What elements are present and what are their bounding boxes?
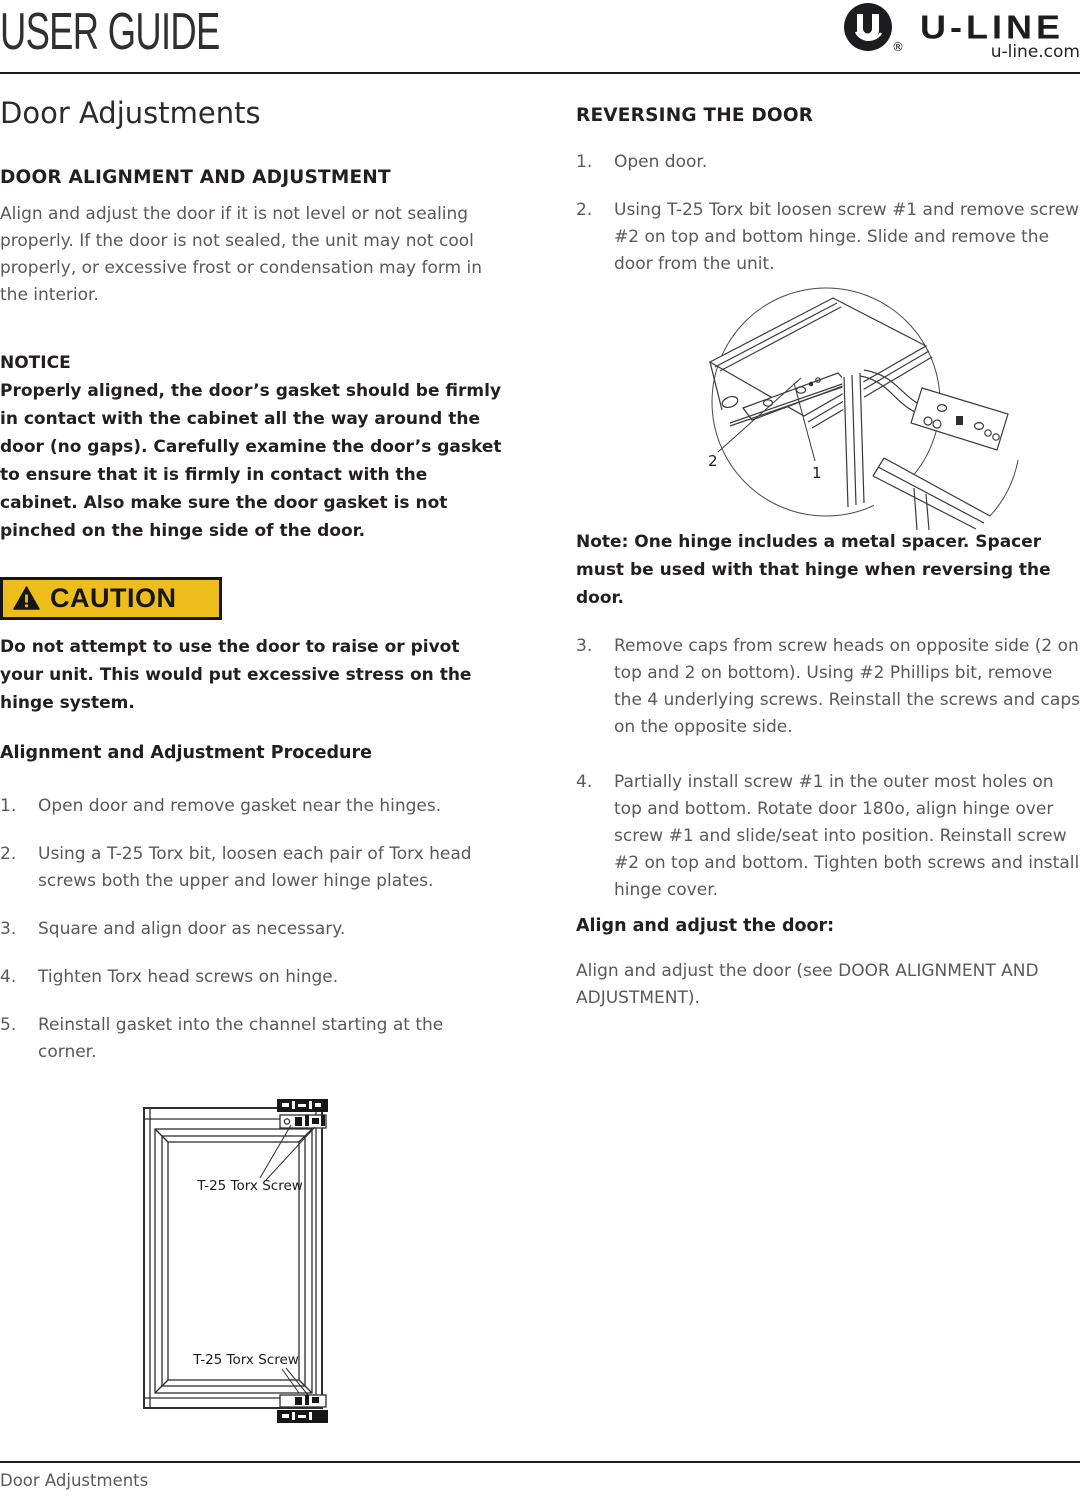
notice-block <box>0 349 506 545</box>
left-column <box>0 0 506 1497</box>
procedure-step <box>0 1012 506 1066</box>
step-text: Tighten Torx head screws on hinge. <box>38 967 339 987</box>
align-adjust-body: Align and adjust the door (see DOOR ALIGNMENT AND ADJUSTMENT). <box>576 961 1039 1008</box>
procedure-step <box>0 964 506 991</box>
reversing-step <box>576 769 1080 904</box>
step-text: Using a T-25 Torx bit, loosen each pair of Torx head screws both the upper and lower hinge plates. <box>38 844 472 891</box>
step-text: Remove caps from screw heads on opposite side (2 on top and 2 on bottom). Using #2 Phillips bit, remove the 4 underlying screws. Reinstall the screws and caps on the opposite side. <box>614 636 1080 737</box>
uline-website: u-line.com <box>990 42 1080 62</box>
reversing-steps-b <box>576 633 1080 932</box>
align-adjust-heading: Align and adjust the door: <box>576 916 835 936</box>
step-text: Using T-25 Torx bit loosen screw #1 and remove screw #2 on top and bottom hinge. Slide and remove the door from the unit. <box>614 200 1080 274</box>
step-number: 3. <box>0 919 17 939</box>
procedure-heading: Alignment and Adjustment Procedure <box>0 743 372 763</box>
hinge-label-1: 1 <box>812 464 822 482</box>
caution-box <box>0 577 222 620</box>
reversing-step <box>576 149 1080 176</box>
step-number: 4. <box>0 967 17 987</box>
step-text: Open door. <box>614 152 708 172</box>
step-number: 1. <box>0 796 17 816</box>
reversing-step <box>576 197 1080 278</box>
step-number: 2. <box>0 844 17 864</box>
procedure-step <box>0 841 506 895</box>
notice-label: NOTICE <box>0 353 71 373</box>
hinge-label-2: 2 <box>708 452 718 470</box>
torx-screw-label-bottom: T-25 Torx Screw <box>193 1352 299 1368</box>
right-column <box>576 0 1080 1497</box>
page-title: Door Adjustments <box>0 96 261 130</box>
spacer-note: Note: One hinge includes a metal spacer. Spacer must be used with that hinge when reversing the door. <box>576 532 1051 608</box>
door-diagram <box>128 1092 340 1432</box>
procedure-step <box>0 793 506 820</box>
footer-rule <box>0 1461 1080 1463</box>
notice-body: Properly aligned, the door’s gasket should be firmly in contact with the cabinet all the way around the door (no gaps). Carefully examine the door’s gasket to ensure that it is firmly in contact with the cabinet. Also make sure the door gasket is not pinched on the hinge side of the door. <box>0 381 502 541</box>
caution-banner <box>0 577 506 620</box>
procedure-step <box>0 916 506 943</box>
warning-triangle-icon <box>13 586 40 611</box>
step-number: 2. <box>576 200 593 220</box>
step-text: Reinstall gasket into the channel starting at the corner. <box>38 1015 444 1062</box>
step-text: Square and align door as necessary. <box>38 919 346 939</box>
reversing-steps-a <box>576 149 1080 299</box>
uline-logo-word: U-LINE <box>920 8 1064 46</box>
step-number: 3. <box>576 636 593 656</box>
alignment-heading: DOOR ALIGNMENT AND ADJUSTMENT <box>0 167 391 188</box>
alignment-body: Align and adjust the door if it is not level or not sealing properly. If the door is not sealed, the unit may not cool properly, or excessive frost or condensation may form in the interior. <box>0 204 483 305</box>
torx-screw-label-top: T-25 Torx Screw <box>197 1178 303 1194</box>
step-number: 5. <box>0 1015 17 1035</box>
caution-body: Do not attempt to use the door to raise or pivot your unit. This would put excessive stress on the hinge system. <box>0 637 472 713</box>
registered-mark: ® <box>892 40 904 54</box>
step-number: 1. <box>576 152 593 172</box>
step-text: Partially install screw #1 in the outer most holes on top and bottom. Rotate door 180o, align hinge over screw #1 and slide/seat into position. Reinstall screw #2 on top and bottom. Tighten both screws and install hinge cover. <box>614 772 1080 900</box>
footer-page-label: Door Adjustments <box>0 1471 149 1490</box>
step-number: 4. <box>576 772 593 792</box>
document-title: USER GUIDE <box>0 3 220 61</box>
procedure-steps <box>0 793 506 1087</box>
step-text: Open door and remove gasket near the hinges. <box>38 796 442 816</box>
reversing-step <box>576 633 1080 741</box>
caution-label: CAUTION <box>50 583 177 613</box>
hinge-diagram <box>688 280 1028 530</box>
reversing-heading: REVERSING THE DOOR <box>576 105 814 126</box>
